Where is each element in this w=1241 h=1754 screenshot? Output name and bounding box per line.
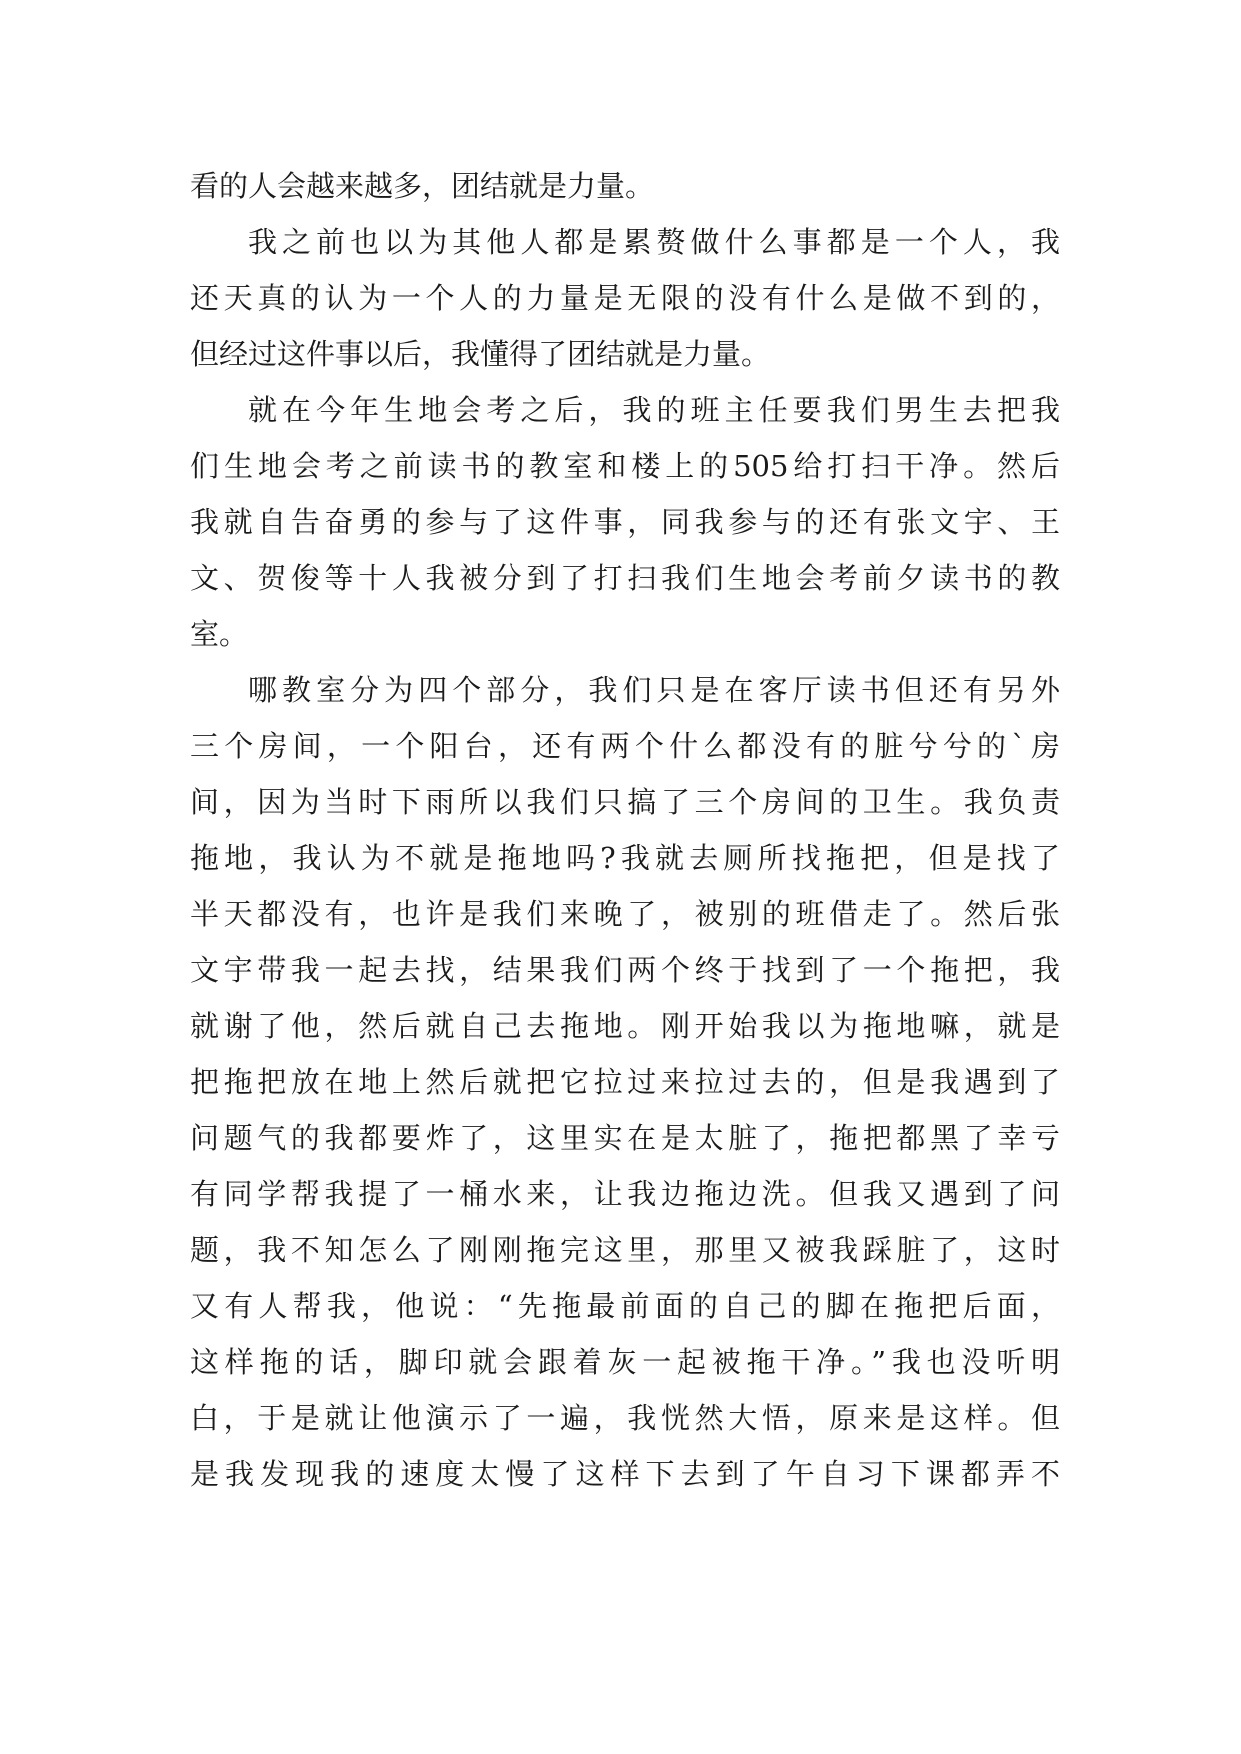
body-text — [190, 158, 1060, 1502]
text-line: 是我发现我的速度太慢了这样下去到了午自习下课都弄不 — [190, 1457, 1060, 1491]
text-line: 三个房间，一个阳台，还有两个什么都没有的脏兮兮的`房 — [190, 729, 1060, 763]
text-line: 这样拖的话，脚印就会跟着灰一起被拖干净。”我也没听明 — [190, 1345, 1060, 1379]
paragraph-first-line: 哪教室分为四个部分，我们只是在客厅读书但还有另外 — [248, 673, 1060, 707]
text-line: 我就自告奋勇的参与了这件事，同我参与的还有张文宇、王 — [190, 505, 1060, 539]
text-line: 白，于是就让他演示了一遍，我恍然大悟，原来是这样。但 — [190, 1401, 1060, 1435]
text-line: 文、贺俊等十人我被分到了打扫我们生地会考前夕读书的教 — [190, 561, 1060, 595]
paragraph-first-line: 我之前也以为其他人都是累赘做什么事都是一个人，我 — [248, 225, 1060, 259]
text-line: 把拖把放在地上然后就把它拉过来拉过去的，但是我遇到了 — [190, 1065, 1060, 1099]
text-line: 题，我不知怎么了刚刚拖完这里，那里又被我踩脏了，这时 — [190, 1233, 1060, 1267]
text-line: 们生地会考之前读书的教室和楼上的505给打扫干净。然后 — [190, 449, 1060, 483]
text-line: 问题气的我都要炸了，这里实在是太脏了，拖把都黑了幸亏 — [190, 1121, 1060, 1155]
text-line: 文宇带我一起去找，结果我们两个终于找到了一个拖把，我 — [190, 953, 1060, 987]
text-line: 看的人会越来越多，团结就是力量。 — [190, 169, 655, 203]
text-line: 间，因为当时下雨所以我们只搞了三个房间的卫生。我负责 — [190, 785, 1060, 819]
text-line: 但经过这件事以后，我懂得了团结就是力量。 — [190, 337, 771, 371]
text-line: 还天真的认为一个人的力量是无限的没有什么是做不到的， — [190, 281, 1060, 315]
text-line: 半天都没有，也许是我们来晚了，被别的班借走了。然后张 — [190, 897, 1060, 931]
text-line: 又有人帮我，他说：“先拖最前面的自己的脚在拖把后面， — [190, 1289, 1060, 1323]
text-line: 室。 — [190, 617, 249, 651]
text-line: 就谢了他，然后就自己去拖地。刚开始我以为拖地嘛，就是 — [190, 1009, 1060, 1043]
text-line: 有同学帮我提了一桶水来，让我边拖边洗。但我又遇到了问 — [190, 1177, 1060, 1211]
paragraph-first-line: 就在今年生地会考之后，我的班主任要我们男生去把我 — [248, 393, 1060, 427]
text-line: 拖地，我认为不就是拖地吗?我就去厕所找拖把，但是找了 — [190, 841, 1060, 875]
